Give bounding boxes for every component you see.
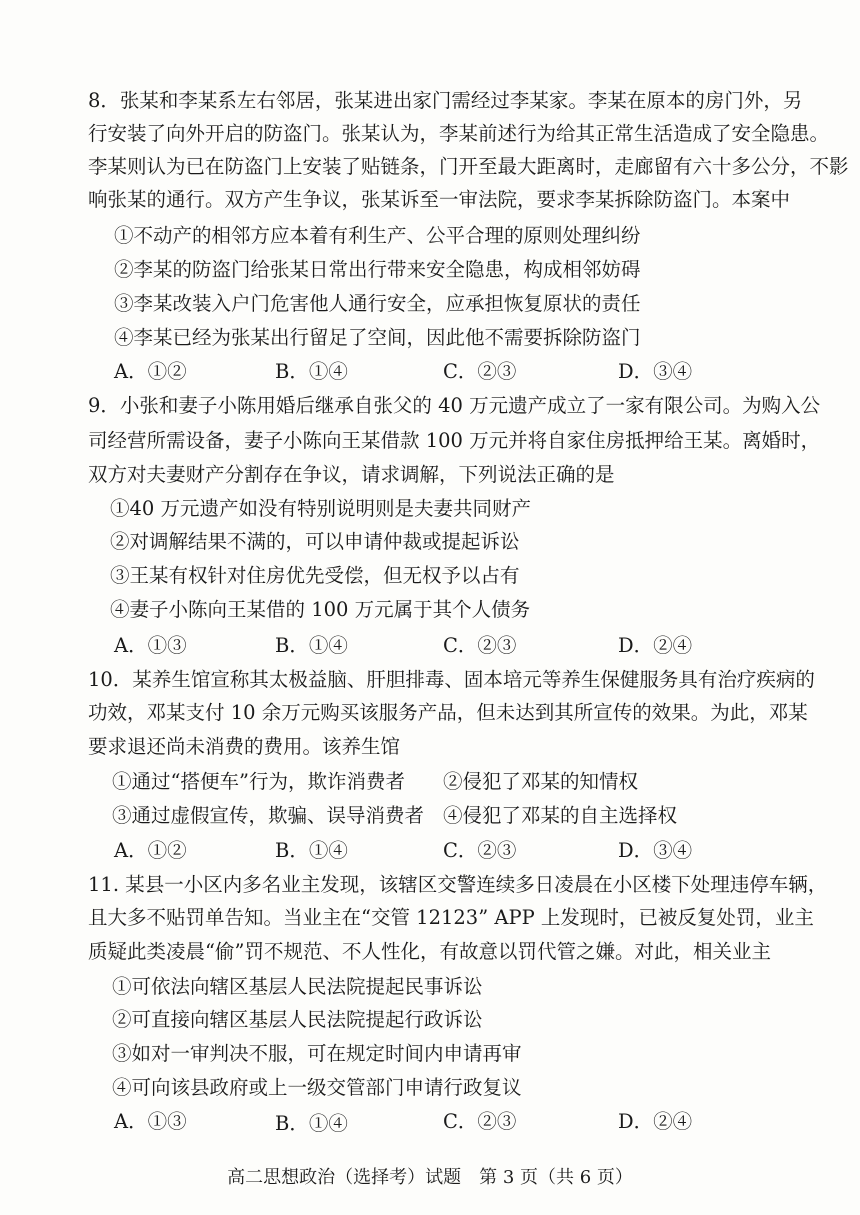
question-8-stem-line-4: 响张某的通行。双方产生争议，张某诉至一审法院，要求李某拆除防盗门。本案中 [88, 188, 791, 211]
question-8-item-2: ②李某的防盗门给张某日常出行带来安全隐患，构成相邻妨碍 [114, 258, 641, 281]
question-9-item-3: ③王某有权针对住房优先受偿，但无权予以占有 [110, 564, 520, 587]
question-9-stem-line-2: 司经营所需设备，妻子小陈向王某借款 100 万元并将自家住房抵押给王某。离婚时， [88, 429, 821, 452]
question-8-item-1: ①不动产的相邻方应本着有利生产、公平合理的原则处理纠纷 [114, 224, 641, 247]
question-8-option-d: D．③④ [618, 360, 693, 383]
question-11-item-3: ③如对一审判决不服，可在规定时间内申请再审 [112, 1042, 522, 1065]
question-8-stem-line-2: 行安装了向外开启的防盗门。张某认为，李某前述行为给其正常生活造成了安全隐患。 [88, 122, 830, 145]
question-8-option-b: B．①④ [275, 360, 348, 383]
question-11-stem-line-3: 质疑此类凌晨“偷”罚不规范、不人性化，有故意以罚代管之嫌。对此，相关业主 [88, 940, 771, 963]
question-9-item-4: ④妻子小陈向王某借的 100 万元属于其个人债务 [110, 598, 531, 621]
question-11-item-4: ④可向该县政府或上一级交管部门申请行政复议 [112, 1076, 522, 1099]
question-10-option-b: B．①④ [275, 839, 348, 862]
question-9-option-d: D．②④ [618, 634, 693, 657]
question-8-stem-line-3: 李某则认为已在防盗门上安装了贴链条，门开至最大距离时，走廊留有六十多公分，不影 [88, 155, 849, 178]
question-10-option-c: C．②③ [443, 839, 517, 862]
question-9-item-1: ①40 万元遗产如没有特别说明则是夫妻共同财产 [110, 497, 532, 520]
question-10-item-3: ③通过虚假宣传，欺骗、误导消费者 [112, 804, 425, 827]
question-11-stem-line-2: 且大多不贴罚单告知。当业主在“交管 12123” APP 上发现时，已被反复处罚，业主 [88, 906, 814, 929]
question-10-option-a: A．①② [114, 839, 187, 862]
question-9-option-b: B．①④ [275, 634, 348, 657]
question-8-stem-line-1: 8．张某和李某系左右邻居，张某进出家门需经过李某家。李某在原本的房门外，另 [88, 89, 803, 112]
question-11-option-a: A．①③ [114, 1110, 187, 1133]
question-9-stem-line-1: 9．小张和妻子小陈用婚后继承自张父的 40 万元遗产成立了一家有限公司。为购入公 [88, 394, 821, 417]
question-9-option-a: A．①③ [114, 634, 187, 657]
question-10-stem-line-3: 要求退还尚未消费的费用。该养生馆 [88, 735, 401, 758]
question-10-stem-line-2: 功效，邓某支付 10 余万元购买该服务产品，但未达到其所宣传的效果。为此，邓某 [88, 701, 808, 724]
question-11-option-b: B．①④ [275, 1112, 348, 1135]
page-footer: 高二思想政治（选择考）试题 第 3 页（共 6 页） [227, 1167, 633, 1188]
question-11-item-1: ①可依法向辖区基层人民法院提起民事诉讼 [112, 975, 483, 998]
question-10-stem-line-1: 10．某养生馆宣称其太极益脑、肝胆排毒、固本培元等养生保健服务具有治疗疾病的 [88, 668, 815, 691]
question-10-item-4: ④侵犯了邓某的自主选择权 [443, 804, 678, 827]
question-9-item-2: ②对调解结果不满的，可以申请仲裁或提起诉讼 [110, 530, 520, 553]
question-8-option-c: C．②③ [443, 360, 517, 383]
question-10-item-1: ①通过“搭便车”行为，欺诈消费者 [112, 770, 405, 793]
question-8-item-3: ③李某改装入户门危害他人通行安全，应承担恢复原状的责任 [114, 292, 641, 315]
question-11-item-2: ②可直接向辖区基层人民法院提起行政诉讼 [112, 1008, 483, 1031]
question-9-stem-line-3: 双方对夫妻财产分割存在争议，请求调解，下列说法正确的是 [88, 463, 615, 486]
question-8-option-a: A．①② [114, 360, 187, 383]
question-11-option-d: D．②④ [618, 1110, 693, 1133]
question-11-option-c: C．②③ [443, 1110, 517, 1133]
question-10-item-2: ②侵犯了邓某的知情权 [443, 770, 639, 793]
question-10-option-d: D．③④ [618, 839, 693, 862]
question-11-stem-line-1: 11. 某县一小区内多名业主发现，该辖区交警连续多日凌晨在小区楼下处理违停车辆， [88, 873, 828, 896]
question-8-item-4: ④李某已经为张某出行留足了空间，因此他不需要拆除防盗门 [114, 326, 641, 349]
question-9-option-c: C．②③ [443, 634, 517, 657]
